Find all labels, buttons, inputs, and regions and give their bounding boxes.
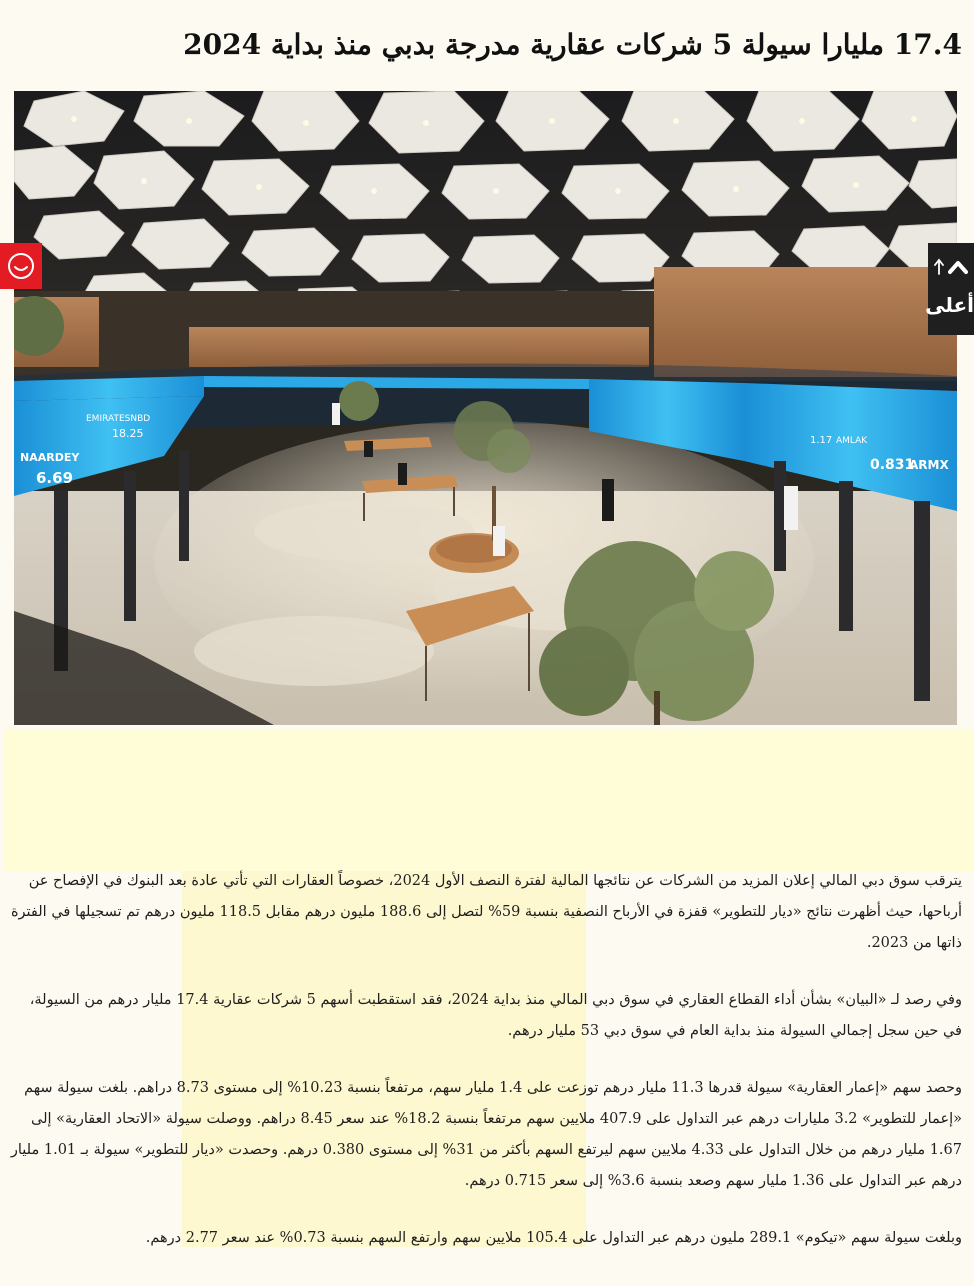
hero-image-illustration [14, 91, 957, 725]
article-title: 17.4 مليارا سيولة 5 شركات عقارية مدرجة بدبي منذ بداية 2024 [183, 28, 962, 61]
article-paragraph: وفي رصد لـ «البيان» بشأن أداء القطاع العقاري في سوق دبي المالي منذ بداية 2024، فقد استقطبت أسهم 5 شركات عقارية 17.4 مليار درهم من السيولة، في حين سجل إجمالي السيولة منذ بداية العام في سوق دبي 53 مليار درهم. [29, 992, 962, 1039]
hero-image [14, 91, 957, 725]
chevron-up-icon [948, 259, 968, 275]
hero-left-ticker-2-name: EMIRATESNBD [86, 414, 151, 424]
back-to-top-label: أعلى [925, 293, 974, 317]
back-to-top-button[interactable] [925, 243, 974, 335]
smile-logo-icon [6, 251, 36, 281]
hero-right-ticker-name: ARMX [909, 458, 949, 472]
ad-placeholder-band [4, 729, 974, 871]
arrow-up-icon [934, 258, 944, 276]
hero-left-ticker-2-value: 18.25 [112, 427, 144, 440]
article-paragraph: يترقب سوق دبي المالي إعلان المزيد من الشركات عن نتائجها المالية لفترة النصف الأول 2024، خصوصاً العقارات التي تأتي عادة بعد البنوك في الإفصاح عن أرباحها، حيث أظهرت نتائج «ديار للتطوير» قفزة في الأرباح النصفية بنسبة 59% لتصل إلى 188.6 مليون درهم مقابل 118.5 مليون درهم تم تسجيلها في الفترة ذاتها من 2023. [10, 873, 962, 951]
article-paragraph: وحصد سهم «إعمار العقارية» سيولة قدرها 11.3 مليار درهم توزعت على 1.4 مليار سهم، مرتفعاً بنسبة 10.23% إلى مستوى 8.73 دراهم. بلغت سيولة سهم «إعمار للتطوير» 3.2 مليارات درهم عبر التداول على 407.9 ملايين سهم مرتفعاً بنسبة 18.2% عند سعر 8.45 دراهم. ووصلت سيولة «الاتحاد العقارية» إلى 1.67 مليار درهم من خلال التداول على 4.33 ملايين سهم ليرتفع السهم بأكثر من 31% إلى مستوى 0.380 درهم. وحصدت «ديار للتطوير» سيولة بـ 1.01 مليار درهم عبر التداول على 1.36 مليار سهم وصعد بنسبة 3.6% إلى سعر 0.715 درهم. [10, 1080, 962, 1189]
back-to-top-icons [928, 243, 974, 279]
hero-left-ticker-name: NAARDEY [20, 451, 80, 464]
hero-left-ticker-value: 6.69 [36, 469, 74, 487]
article-paragraph: وبلغت سيولة سهم «تيكوم» 289.1 مليون درهم عبر التداول على 105.4 ملايين سهم وارتفع السهم بنسبة 0.73% عند سعر 2.77 درهم. [145, 1230, 962, 1246]
article-body [10, 866, 962, 1280]
hero-right-ticker-2-name: AMLAK [836, 436, 868, 446]
hero-right-ticker-2-value: 1.17 [810, 435, 833, 446]
hero-right-ticker-value: 0.831 [870, 457, 915, 473]
share-button[interactable] [0, 243, 42, 289]
